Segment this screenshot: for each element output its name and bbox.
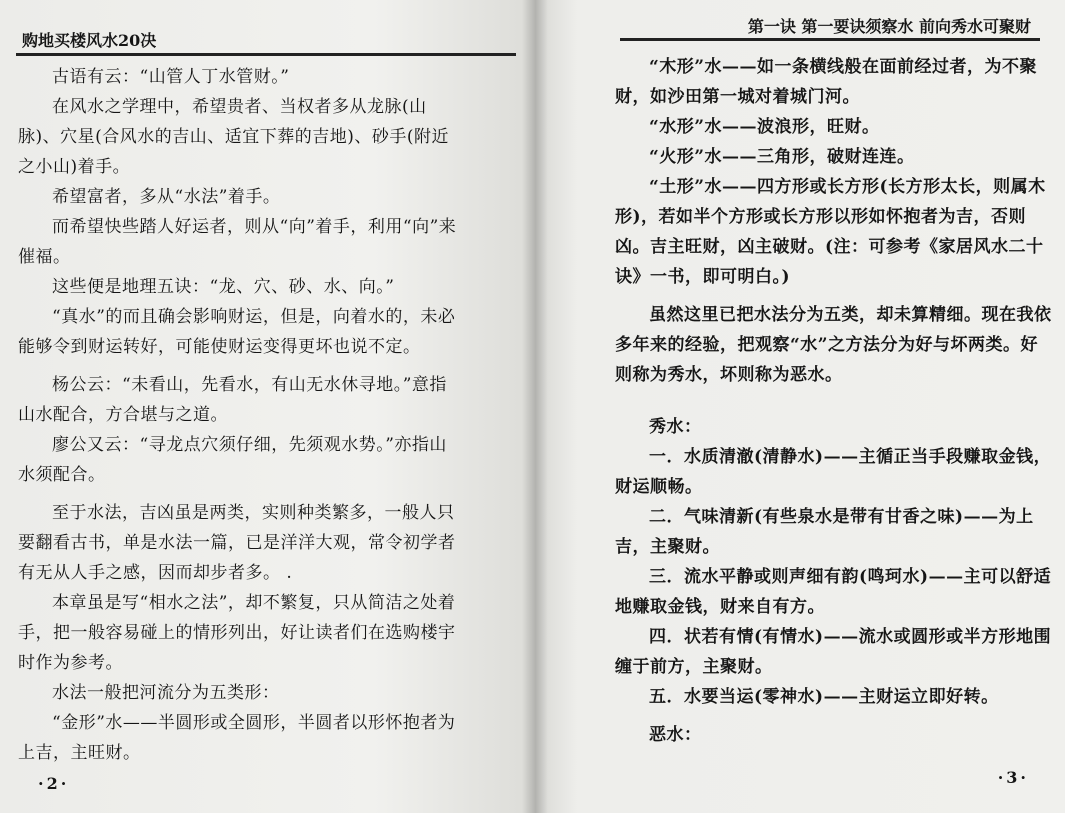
paragraph: 而希望快些踏人好运者，则从“向”着手，利用“向”来催福。 — [18, 217, 457, 267]
book-gutter-shadow — [522, 0, 548, 813]
paragraph: 希望富者，多从“水法”着手。 — [52, 187, 281, 207]
page-body — [615, 52, 1055, 750]
paragraph: 虽然这里已把水法分为五类，却未算精细。现在我依多年来的经验，把观察“水”之方法分为好与坏两类。好则称为秀水，坏则称为恶水。 — [615, 305, 1052, 385]
paragraph: “木形”水——如一条横线般在面前经过者，为不聚财，如沙田第一城对着城门河。 — [615, 57, 1038, 107]
right-page — [535, 0, 1065, 813]
running-head: 第一诀 第一要诀须察水 前向秀水可聚财 — [747, 17, 1031, 36]
header-rule — [620, 38, 1040, 41]
paragraph: 水法一般把河流分为五类形： — [52, 683, 280, 703]
paragraph: “真水”的而且确会影响财运，但是，向着水的，未必能够令到财运转好，可能使财运变得更坏也说不定。 — [18, 307, 456, 357]
paragraph: “金形”水——半圆形或全圆形，半圆者以形怀抱者为上吉，主旺财。 — [18, 713, 456, 763]
paragraph: 古语有云：“山管人丁水管财。” — [52, 67, 290, 87]
list-item: 一．水质清澈(清静水)——主循正当手段赚取金钱，财运顺畅。 — [615, 447, 1052, 497]
paragraph: 这些便是地理五诀：“龙、穴、砂、水、向。” — [52, 277, 395, 297]
section-label: 恶水： — [649, 725, 702, 745]
list-item: 五．水要当运(零神水)——主财运立即好转。 — [649, 687, 999, 707]
paragraph: 本章虽是写“相水之法”，却不繁复，只从简洁之处着手，把一般容易碰上的情形列出，好让读者们在选购楼宇时作为参考。 — [18, 593, 456, 673]
page-number: ·3· — [997, 768, 1029, 787]
paragraph: “火形”水——三角形，破财连连。 — [649, 147, 915, 167]
list-item: 四．状若有情(有情水)——流水或圆形或半方形地围缠于前方，主聚财。 — [615, 627, 1052, 677]
list-item: 三．流水平静或则声细有韵(鸣珂水)——主可以舒适地赚取金钱，财来自有方。 — [615, 567, 1052, 617]
paragraph: 在风水之学理中，希望贵者、当权者多从龙脉(山脉)、穴星(合风水的吉山、适宜下葬的吉地)、砂手(附近之小山)着手。 — [18, 97, 450, 177]
paragraph: “土形”水——四方形或长方形(长方形太长，则属木形)，若如半个方形或长方形以形如怀抱者为吉，否则凶。吉主旺财，凶主破财。(注：可参考《家居风水二十诀》一书，即可明白。) — [615, 177, 1046, 287]
paragraph: 杨公云：“未看山，先看水，有山无水休寻地。”意指山水配合，方合堪与之道。 — [18, 375, 447, 425]
section-label: 秀水： — [649, 417, 702, 437]
paragraph: 廖公又云：“寻龙点穴须仔细，先须观水势。”亦指山水须配合。 — [18, 435, 447, 485]
header-rule — [16, 53, 516, 56]
list-item: 二．气味清新(有些泉水是带有甘香之味)——为上吉，主聚财。 — [615, 507, 1034, 557]
running-head: 购地买楼风水20决 — [22, 31, 157, 50]
paragraph: “水形”水——波浪形，旺财。 — [649, 117, 880, 137]
page-number: ·2· — [38, 774, 70, 793]
page-body — [18, 62, 458, 768]
paragraph: 至于水法，吉凶虽是两类，实则种类繁多，一般人只要翻看古书，单是水法一篇，已是洋洋大观，常令初学者有无从人手之感，因而却步者多。 . — [18, 503, 456, 583]
